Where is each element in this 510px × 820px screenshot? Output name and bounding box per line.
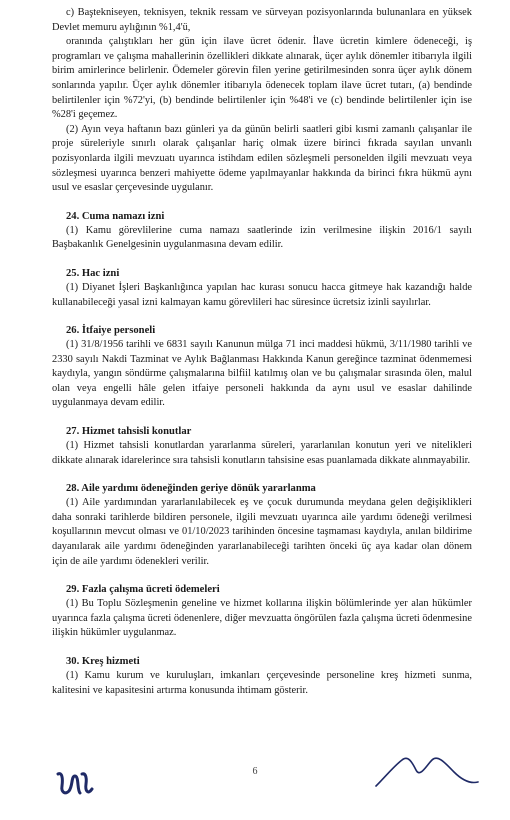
- section-heading-29: 29. Fazla çalışma ücreti ödemeleri: [66, 584, 220, 596]
- paragraph-clause-2: (2) Ayın veya haftanın bazı günleri ya da günün belirli saatleri gibi kısmi zamanlı çalışanlar ile proje süreleriyle sınırlı olarak çalışanlar hariç olmak üzere birinci fıkrada sayılan unvanlı pozisyonlarda ilgili mevzuatı uyarınca istihdam edilen sözleşmeli personelden ilgili mevzuatı veya sözleşmesi uyarınca benzeri mahiyette ödeme yapılmayanlar hakkında da birinci fıkra hükmü aynı usul ve esaslar çerçevesinde uygulanır.: [52, 123, 472, 194]
- signature-stroke: [376, 758, 478, 786]
- document-body: [52, 6, 472, 698]
- section-body-25: (1) Diyanet İşleri Başkanlığınca yapılan hac kurası sonucu hacca gitmeye hak kazandığı halde kullanabileceği yasal izni kalmayan kamu görevlileri hac süresince ücretsiz izinli sayılırlar.: [52, 281, 472, 308]
- section-heading-24: 24. Cuma namazı izni: [66, 210, 165, 222]
- signature: [372, 746, 482, 796]
- paragraph-item-c: c) Baştekniseyen, teknisyen, teknik ressam ve sürveyan pozisyonlarında bulunanlara en yüksek Devlet memuru aylığının %1,4'ü,: [52, 7, 472, 33]
- section-heading-27: 27. Hizmet tahsisli konutlar: [66, 426, 192, 438]
- section-heading-26: 26. İtfaiye personeli: [66, 325, 156, 337]
- section-body-29: (1) Bu Toplu Sözleşmenin geneline ve hizmet kollarına ilişkin bölümlerinde yer alan hükümler uyarınca fazla çalışma ücreti ödenenlere, diğer mevzuatta öngörülen fazla çalışma ücreti ödenmesine ilişkin hükümler uygulanmaz.: [52, 598, 472, 639]
- section-body-24: (1) Kamu görevlilerine cuma namazı saatlerinde izin verilmesine ilişkin 2016/1 sayılı Başbakanlık Genelgesinin uygulanmasına devam edilir.: [52, 224, 472, 251]
- section-heading-28: 28. Aile yardımı ödeneğinden geriye dönük yararlanma: [66, 483, 316, 495]
- handwritten-initials: [54, 764, 98, 800]
- section-body-30: (1) Kamu kurum ve kuruluşları, imkanları çerçevesinde personeline kreş hizmeti sunma, kalitesini ve kapasitesini artırma konusunda ihtimam gösterir.: [52, 670, 472, 696]
- page-number: 6: [252, 766, 258, 777]
- section-body-27: (1) Hizmet tahsisli konutlardan yararlanma süreleri, yararlanılan konutun yeri ve nitelikleri dikkate alınarak idarelerince sıra tahsisli konutların tahsisine esas puanlamada dikkate alınmayabilir.: [52, 440, 472, 466]
- initials-stroke: [58, 774, 92, 793]
- section-heading-30: 30. Kreş hizmeti: [66, 656, 140, 667]
- paragraph-extra-pay: oranında çalıştıkları her gün için ilave ücret ödenir. İlave ücretin kimlere ödeneceği, iş programları ve çalışma mahallerinin özellikleri dikkate alınarak, üçer aylık dönemler itibarıyla ilgili birim amirlerince belirlenir. Ödemeler görevin filen yerine getirilmesinden sonra üçer aylık dönem sonlarında yapılır. Üçer aylık dönemler itibarıyla ödenecek toplam ilave ücret tutarı, (a) bendinde belirtilenler için %72'yi, (b) bendinde belirtilenler için %48'i ve (c) bendinde belirtilenler için ise %28'i geçemez.: [52, 36, 472, 121]
- section-body-28: (1) Aile yardımından yararlanılabilecek eş ve çocuk durumunda meydana gelen değişiklikleri daha sonraki tarihlerde bildiren personele, ilgili mevzuatı uyarınca aile yardımı ödeneği verilmesi koşullarının mevcut olması ve 01/10/2023 tarihinden öncesine taşmaması kaydıyla, anılan bildirime dayanılarak aile yardımı ödeneğinden yararlanabileceği tarihten önceki üç aya kadar olan dönem için de aile yardımı ödenekleri verilir.: [52, 497, 472, 567]
- section-body-26: (1) 31/8/1956 tarihli ve 6831 sayılı Kanunun mülga 71 inci maddesi hükmü, 3/11/1980 tarihli ve 2330 sayılı Nakdi Tazminat ve Aylık Bağlanması Hakkında Kanun gereğince tazminat ödenmemesi kaydıyla, yangın söndürme çalışmalarına bilfiil katılmış olan ve bu çalışmalar sırasında ölen, malul olan veya engelli hâle gelen itfaiye personeli hakkında da aynı usul ve esaslar dahilinde uygulanmaya devam edilir.: [52, 339, 472, 409]
- section-heading-25: 25. Hac izni: [66, 267, 120, 279]
